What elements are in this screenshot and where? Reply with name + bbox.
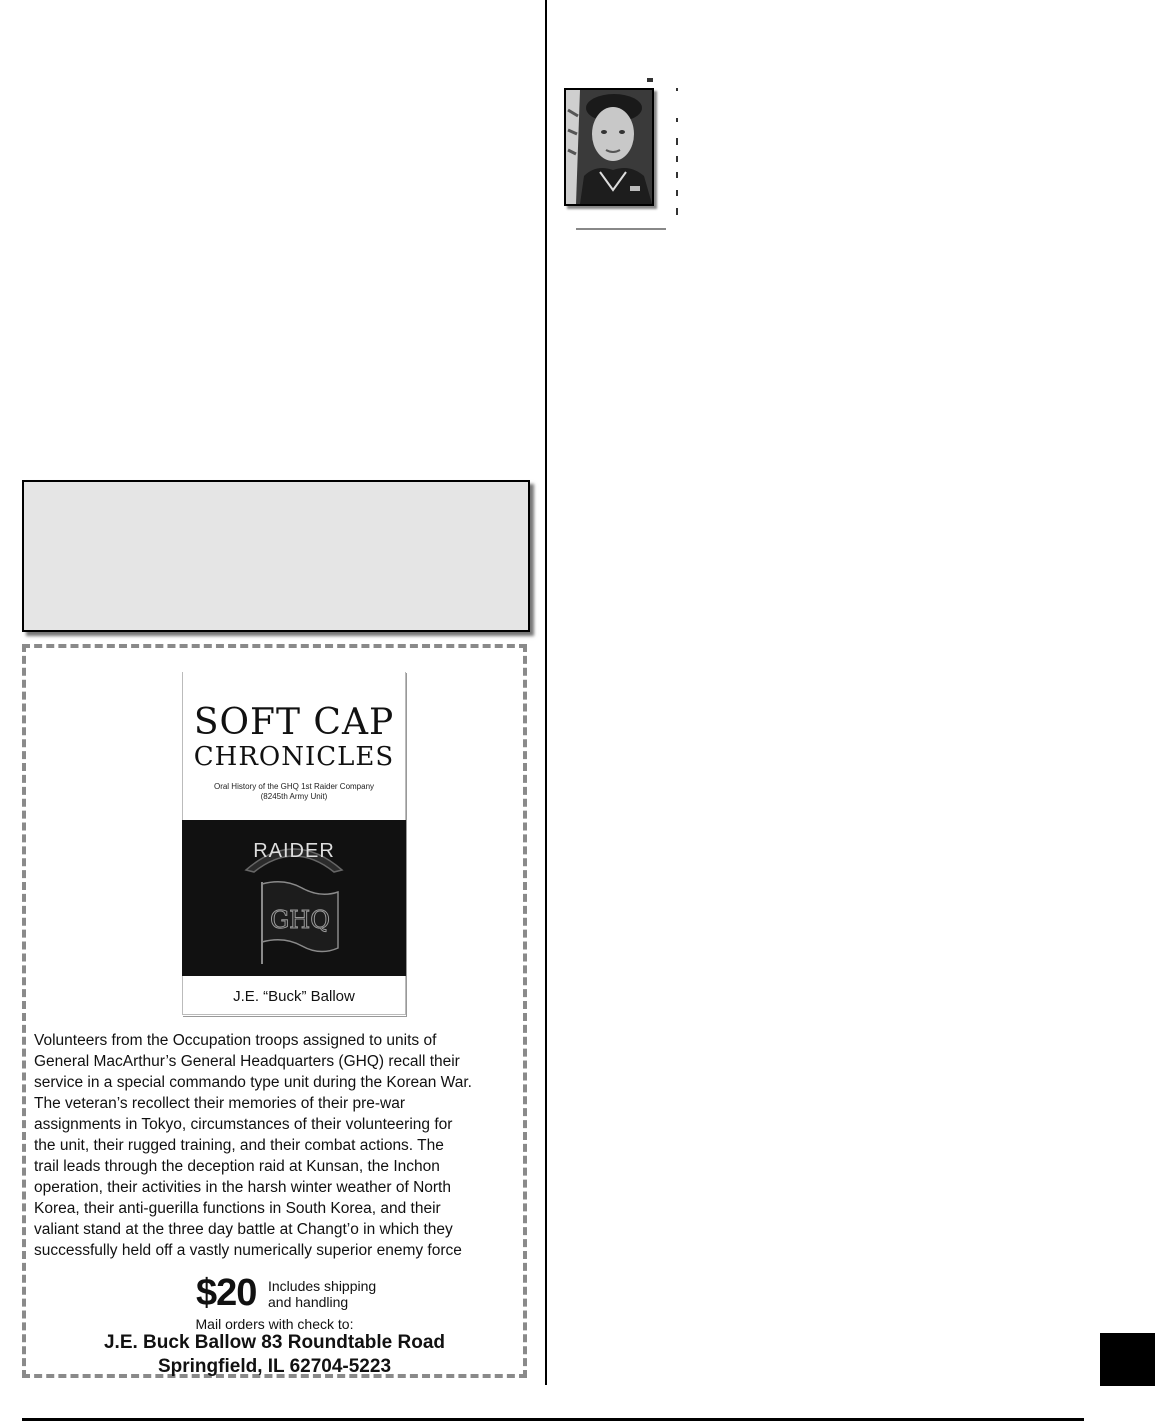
text-fragment-mark [576, 228, 666, 230]
cover-subtitle-line1: Oral History of the GHQ 1st Raider Company [213, 782, 375, 791]
ghq-flag-icon [254, 878, 344, 966]
cover-author: J.E. “Buck” Ballow [233, 988, 355, 1005]
ad-description-line: service in a special commando type unit during the Korean War. [34, 1074, 472, 1091]
ad-description-line: Korea, their anti-guerilla functions in South Korea, and their [34, 1200, 441, 1217]
page-number-box [1100, 1333, 1155, 1386]
ad-description-line: valiant stand at the three day battle at Changt’o in which they [34, 1221, 453, 1238]
book-advertisement [22, 644, 527, 1378]
cover-title-line2: CHRONICLES [193, 742, 395, 772]
ad-description [34, 1030, 518, 1261]
price-note-line1: Includes shipping [268, 1278, 377, 1294]
price-note [268, 1278, 428, 1310]
ad-description-line: successfully held off a vastly numerically superior enemy force [34, 1242, 462, 1259]
text-fragment-mark [676, 172, 678, 178]
text-fragment-mark [676, 138, 678, 145]
ghq-flag-text: GHQ [270, 906, 330, 934]
ad-description-line: The veteran’s recollect their memories of their pre-war [34, 1095, 405, 1112]
mail-label: Mail orders with check to: [195, 1316, 354, 1332]
text-fragment-mark [676, 208, 678, 215]
text-fragment-mark [676, 118, 678, 122]
ad-description-line: assignments in Tokyo, circumstances of their volunteering for [34, 1116, 453, 1133]
text-fragment-mark [676, 88, 678, 91]
price-note-line2: and handling [268, 1294, 349, 1310]
ad-description-line: operation, their activities in the harsh winter weather of North [34, 1179, 451, 1196]
ad-description-line: Volunteers from the Occupation troops assigned to units of [34, 1032, 437, 1049]
bottom-rule [22, 1418, 1084, 1421]
text-fragment-mark [676, 156, 678, 162]
address-line1: J.E. Buck Ballow 83 Roundtable Road [103, 1332, 445, 1353]
ad-description-line: General MacArthur’s General Headquarters (GHQ) recall their [34, 1053, 460, 1070]
cover-subtitle-line2: (8245th Army Unit) [260, 792, 328, 801]
gray-info-box [22, 480, 530, 632]
price: $20 [196, 1272, 257, 1314]
ad-description-line: trail leads through the deception raid at Kunsan, the Inchon [34, 1158, 440, 1175]
column-divider [545, 0, 547, 1385]
sailor-portrait-photo [564, 88, 654, 206]
address-line2: Springfield, IL 62704-5223 [157, 1356, 392, 1377]
cover-title-line1: SOFT CAP [193, 702, 395, 743]
raider-tab-text: RAIDER [253, 840, 335, 862]
text-fragment-mark [647, 78, 653, 82]
text-fragment-mark [676, 190, 678, 196]
cover-subtitle [192, 782, 396, 802]
cover-dark-panel [182, 820, 406, 976]
portrait-image [566, 90, 652, 204]
book-cover [182, 672, 406, 1016]
ad-description-line: the unit, their rugged training, and their combat actions. The [34, 1137, 444, 1154]
